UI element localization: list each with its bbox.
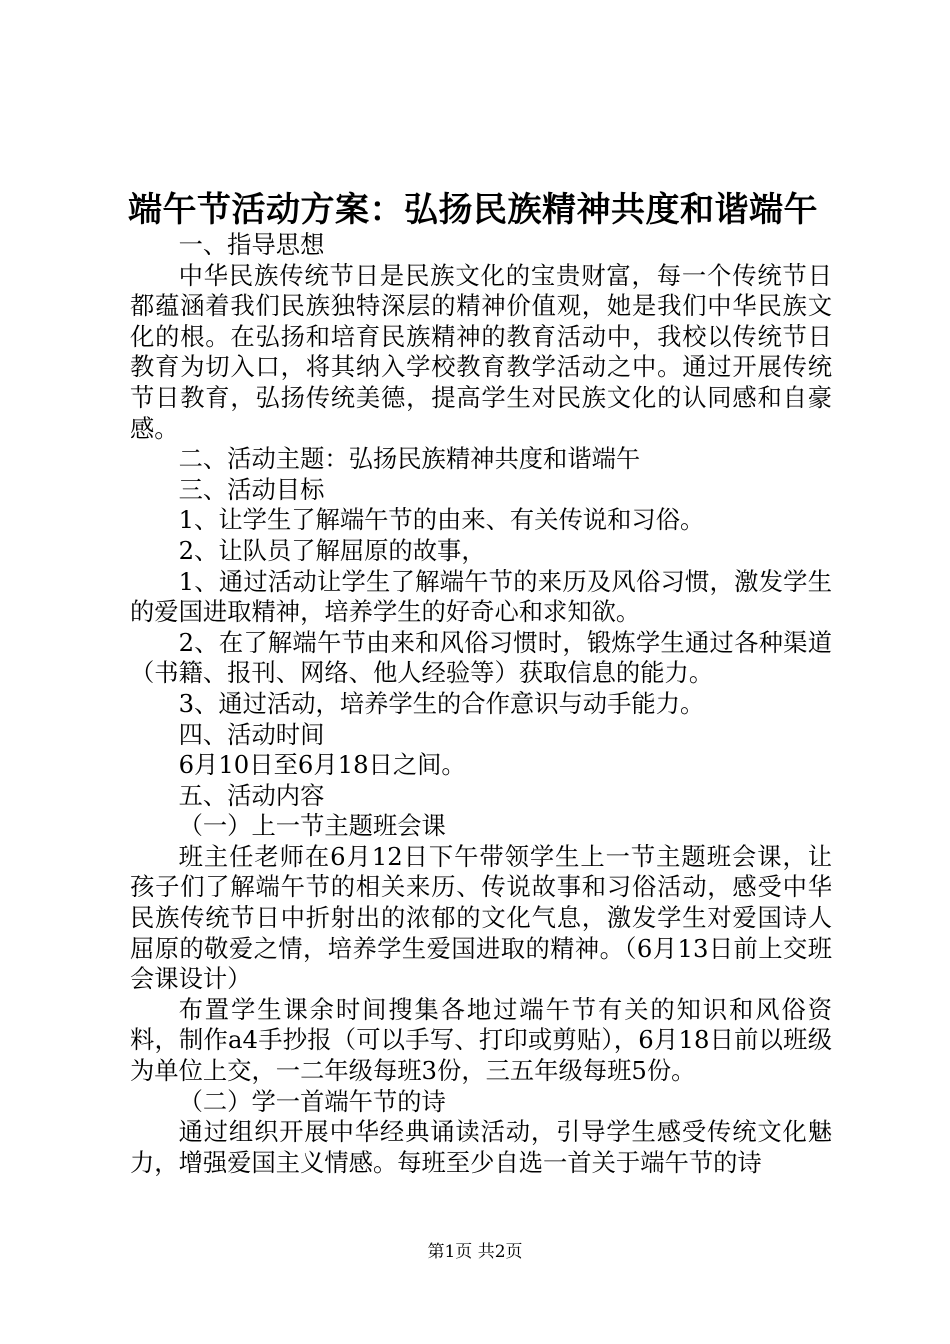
goal-item: 1、让学生了解端午节的由来、有关传说和习俗。 (178, 505, 705, 535)
section-heading-goals: 三、活动目标 (178, 474, 325, 504)
goal-item: 2、让队员了解屈原的故事， (178, 535, 486, 565)
paragraph-time: 6月10日至6月18日之间。 (178, 750, 466, 780)
subheading-poem: （二）学一首端午节的诗 (178, 1086, 446, 1116)
document-body (130, 230, 832, 1178)
paragraph-guiding-thought: 中华民族传统节日是民族文化的宝贵财富，每一个传统节日都蕴涵着我们民族独特深层的精神价值观，她是我们中华民族文化的根。在弘扬和培育民族精神的教育活动中，我校以传统节日教育为切入口，将其纳入学校教育教学活动之中。通过开展传统节日教育，弘扬传统美德，提高学生对民族文化的认同感和自豪感。 (130, 260, 832, 443)
paragraph-handwritten-newspaper: 布置学生课余时间搜集各地过端午节有关的知识和风俗资料，制作a4手抄报（可以手写、打印或剪贴），6月18日前以班级为单位上交，一二年级每班3份，三五年级每班5份。 (130, 994, 832, 1086)
section-heading-content: 五、活动内容 (178, 780, 325, 810)
goal-item: 3、通过活动，培养学生的合作意识与动手能力。 (178, 688, 705, 718)
page-footer (0, 1240, 950, 1264)
section-heading-time: 四、活动时间 (178, 719, 325, 749)
section-heading-theme: 二、活动主题：弘扬民族精神共度和谐端午 (178, 444, 641, 474)
goal-item: 2、在了解端午节由来和风俗习惯时，锻炼学生通过各种渠道（书籍、报刊、网络、他人经验等）获取信息的能力。 (130, 627, 832, 688)
paragraph-poem: 通过组织开展中华经典诵读活动，引导学生感受传统文化魅力，增强爱国主义情感。每班至少自选一首关于端午节的诗 (130, 1117, 832, 1177)
paragraph-class-meeting: 班主任老师在6月12日下午带领学生上一节主题班会课，让孩子们了解端午节的相关来历、传说故事和习俗活动，感受中华民族传统节日中折射出的浓郁的文化气息，激发学生对爱国诗人屈原的敬爱之情，培养学生爱国进取的精神。（6月13日前上交班会课设计） (130, 841, 832, 994)
document-title: 端午节活动方案：弘扬民族精神共度和谐端午 (128, 190, 818, 230)
goal-item: 1、通过活动让学生了解端午节的来历及风俗习惯，激发学生的爱国进取精神，培养学生的好奇心和求知欲。 (130, 566, 832, 627)
section-heading-guiding-thought: 一、指导思想 (178, 230, 325, 259)
subheading-class-meeting: （一）上一节主题班会课 (178, 811, 446, 841)
page-number-label: 第1页 共2页 (427, 1242, 523, 1262)
